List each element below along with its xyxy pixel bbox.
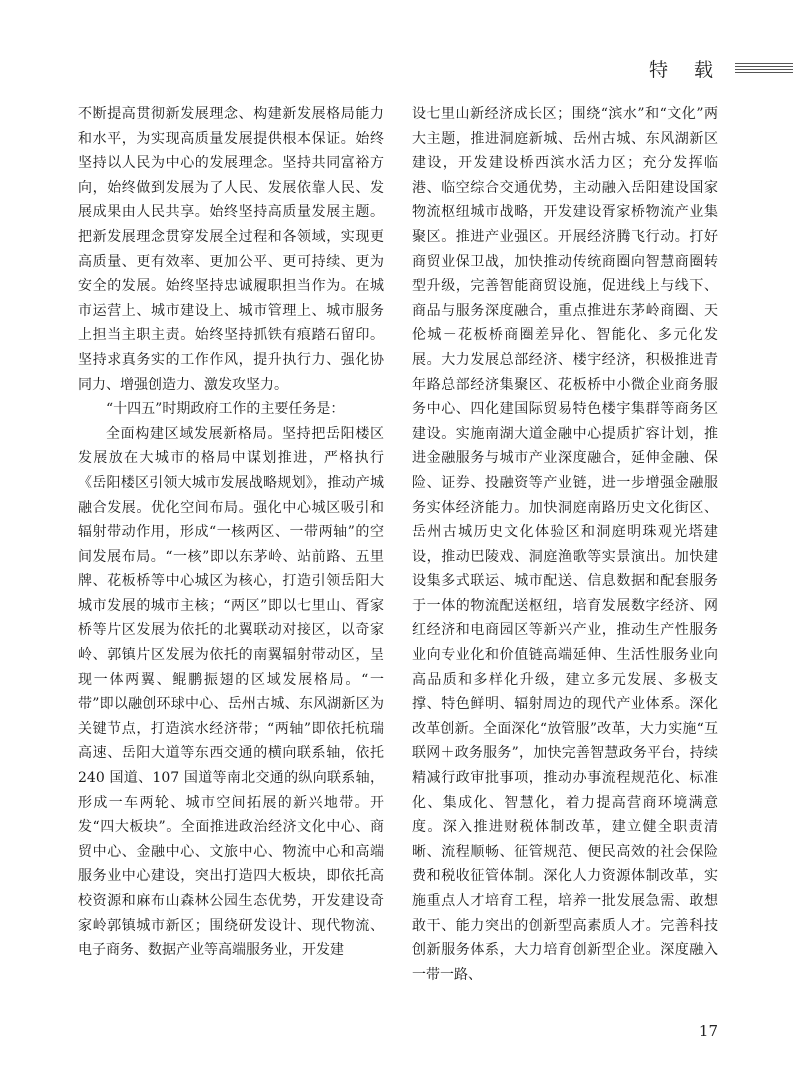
paragraph: “十四五”时期政府工作的主要任务是：	[106, 401, 345, 418]
paragraph: 全面构建区域发展新格局。坚持把岳阳楼区发展放在大城市的格局中谋划推进，严格执行《岳阳楼区引领大城市发展战略规划》，推动产城融合发展。优化空间布局。强化中心城区吸引和辐射带动作用，形成“一核两区、一带两轴”的空间发展布局。“一核”即以东茅岭、站前路、五里牌、花板桥等中心城区为核心，打造引领岳阳大城市发展的城市主核；“两区”即以七里山、胥家桥等片区发展为依托的北翼联动对接区，以奇家岭、郭镇片区发展为依托的南翼辐射带动区，呈现一体两翼、鲲鹏振翅的区域发展格局。“一带”即以融创环球中心、岳州古城、东风湖新区为关键节点，打造滨水经济带；“两轴”即依托杭瑞高速、岳阳大道等东西交通的横向联系轴，依托 240 国道、107 国道等南北交通的纵向联系轴，形成一车两轮、城市空间拓展的新兴地带。开发“四大板块”。全面推进政治经济文化中心、商贸中心、金融中心、文旅中心、物流中心和高端服务业中心建设，突出打造四大板块，即依托高校资源和麻布山森林公园生态优势，开发建设奇家岭郭镇城市新区；围绕研发设计、现代物流、电子商务、数据产业等高端服务业，开发建	[78, 425, 384, 959]
paragraph: 不断提高贯彻新发展理念、构建新发展格局能力和水平，为实现高质量发展提供根本保证。始终坚持以人民为中心的发展理念。坚持共同富裕方向，始终做到发展为了人民、发展依靠人民、发展成果由人民共享。始终坚持高质量发展主题。把新发展理念贯穿发展全过程和各领域，实现更高质量、更有效率、更加公平、更可持续、更为安全的发展。始终坚持忠诚履职担当作为。在城市运营上、城市建设上、城市管理上、城市服务上担当主职主责。始终坚持抓铁有痕踏石留印。坚持求真务实的工作作风，提升执行力、强化协同力、增强创造力、激发攻坚力。	[78, 106, 384, 393]
section-title: 特 载	[648, 59, 723, 81]
header-rule-decoration	[735, 63, 793, 77]
paragraph: 设七里山新经济成长区；围绕“滨水”和“文化”两大主题，推进洞庭新城、岳州古城、东风湖新区建设，开发建设桥西滨水活力区；充分发挥临港、临空综合交通优势，主动融入岳阳建设国家物流枢纽城市战略，开发建设胥家桥物流产业集聚区。推进产业强区。开展经济腾飞行动。打好商贸业保卫战，加快推动传统商圈向智慧商圈转型升级，完善智能商贸设施，促进线上与线下、商品与服务深度融合，重点推进东茅岭商圈、天伦城－花板桥商圈差异化、智能化、多元化发展。大力发展总部经济、楼宇经济，积极推进青年路总部经济集聚区、花板桥中小微企业商务服务中心、四化建国际贸易特色楼宇集群等商务区建设。实施南湖大道金融中心提质扩容计划，推进金融服务与城市产业深度融合，延伸金融、保险、证券、投融资等产业链，进一步增强金融服务实体经济能力。加快洞庭南路历史文化街区、岳州古城历史文化体验区和洞庭明珠观光塔建设，推动巴陵戏、洞庭渔歌等实景演出。加快建设集多式联运、城市配送、信息数据和配套服务于一体的物流配送枢纽，培育发展数字经济、网红经济和电商园区等新兴产业，推动生产性服务业向专业化和价值链高端延伸、生活性服务业向高品质和多样化升级，建立多元发展、多极支撑、特色鲜明、辐射周边的现代产业体系。深化改革创新。全面深化“放管服”改革，大力实施“互联网＋政务服务”，加快完善智慧政务平台，持续精减行政审批事项，推动办事流程规范化、标准化、集成化、智慧化，着力提高营商环境满意度。深入推进财税体制改革，建立健全职责清晰、流程顺畅、征管规范、便民高效的社会保险费和税收征管体制。深化人力资源体制改革，实施重点人才培育工程，培养一批发展急需、敢想敢干、能力突出的创新型高素质人才。完善科技创新服务体系，大力培育创新型企业。深度融入一带一路、	[412, 106, 718, 983]
left-column	[78, 102, 384, 963]
right-column	[412, 102, 718, 987]
running-header	[593, 56, 793, 84]
page-body	[78, 102, 718, 997]
page-number: 17	[698, 1022, 718, 1040]
